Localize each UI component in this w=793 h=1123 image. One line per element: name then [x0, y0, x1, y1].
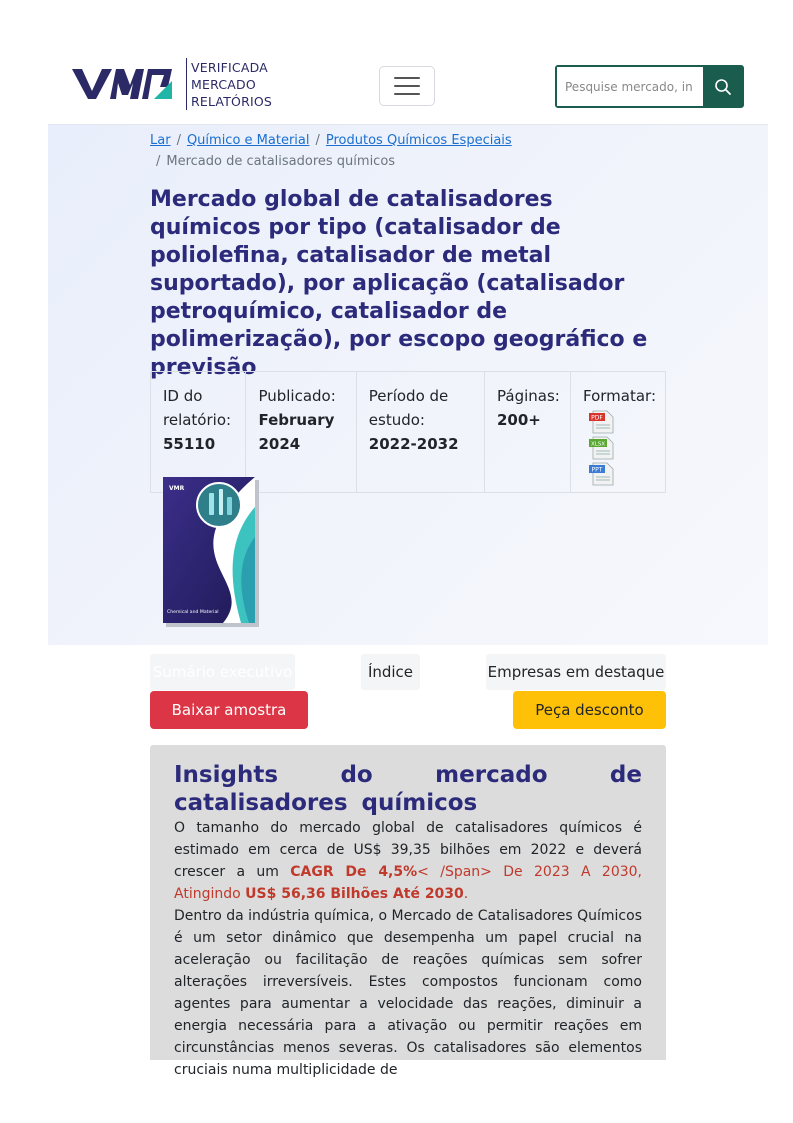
insights-title: Insights do mercado de catalisadores químicos [174, 762, 642, 816]
format-icon-list [583, 410, 653, 486]
study-period-label: Período de estudo: [368, 387, 449, 429]
download-sample-button[interactable]: Baixar amostra [150, 691, 308, 729]
breadcrumb-current: Mercado de catalisadores químicos [166, 154, 396, 169]
vmr-logo-icon [72, 67, 174, 101]
study-period-value: 2022-2032 [368, 435, 459, 453]
breadcrumb-separator: / [156, 154, 161, 169]
tab-executive-summary[interactable]: Sumário executivo [150, 654, 295, 690]
ppt-icon-text: PPT [591, 466, 603, 474]
breadcrumb-link-specialty[interactable]: Produtos Químicos Especiais [325, 133, 512, 148]
report-info-table [150, 371, 666, 493]
tab-featured-companies[interactable]: Empresas em destaque [486, 654, 666, 690]
page-title: Mercado global de catalisadores químicos por tipo (catalisador de poliolefina, catalisador de metal suportado), por aplicação (catalisador petroquímico, catalisador de polimerização), por escopo geográfico e previsão [150, 187, 648, 380]
insights-paragraph-1 [174, 817, 642, 905]
published-cell [246, 372, 356, 492]
xlsx-icon-text: XLSX [590, 441, 606, 448]
breadcrumb-separator: / [315, 133, 320, 148]
cagr-highlight: CAGR De 4,5% [290, 864, 418, 880]
pages-cell [485, 372, 571, 492]
hamburger-icon-bar-1 [394, 77, 420, 79]
pdf-icon-text: PDF [591, 414, 603, 422]
xlsx-file-icon[interactable] [589, 436, 615, 460]
report-id-label: ID do relatório: [163, 387, 232, 429]
search-icon [714, 78, 732, 96]
menu-toggle-button[interactable] [379, 66, 435, 106]
market-value-highlight: US$ 56,36 Bilhões Até 2030 [245, 886, 464, 902]
report-id-value: 55110 [163, 435, 216, 453]
study-period-cell [357, 372, 485, 492]
market-insights-box [150, 745, 666, 1078]
logo-divider [186, 58, 187, 110]
insights-p1-start: O tamanho do mercado global de catalisadores químicos é estimado em cerca de US$ 39,35 bilhões em 2022 e deverá crescer a um [174, 820, 642, 880]
report-cover-image [163, 477, 259, 627]
search-form [555, 65, 744, 108]
cover-logo-text: VMR [169, 485, 185, 492]
pdf-file-icon[interactable] [589, 410, 615, 434]
logo-line-2: MERCADO [191, 76, 256, 92]
pages-value: 200+ [497, 411, 541, 429]
logo-wordmark [191, 59, 272, 110]
format-cell [571, 372, 665, 492]
logo-line-1: VERIFICADA [191, 59, 268, 75]
search-button[interactable] [703, 67, 742, 106]
breadcrumb-link-chemical[interactable]: Químico e Material [186, 133, 310, 148]
search-input[interactable] [557, 67, 703, 106]
pages-label: Páginas: [497, 387, 560, 405]
published-label: Publicado: [258, 387, 336, 405]
hamburger-icon-bar-2 [394, 85, 420, 87]
breadcrumb-link-home[interactable]: Lar [150, 133, 171, 148]
insights-paragraph-2: Dentro da indústria química, o Mercado de Catalisadores Químicos é um setor dinâmico que desempenha um papel crucial na aceleração ou facilitação de reações químicas sem sofrer alterações irreversíveis. Estes compostos funcionam como agentes para aumentar a velocidade das reações, diminuir a energia necessária para a ativação ou permitir reações em circunstâncias menos severas. Os catalisadores são elementos cruciais numa multiplicidade de [174, 908, 642, 1078]
insights-p1-end: . [463, 886, 469, 902]
insights-p1-mid: < /Span> De 2023 A 2030, Atingindo [174, 864, 642, 902]
logo-line-3: RELATÓRIOS [191, 93, 273, 109]
breadcrumb-separator: / [176, 133, 181, 148]
hamburger-icon-bar-3 [394, 93, 420, 95]
report-id-cell [151, 372, 246, 492]
breadcrumb [150, 130, 670, 172]
site-logo[interactable] [72, 58, 272, 110]
format-label: Formatar: [583, 387, 657, 405]
request-discount-button[interactable]: Peça desconto [513, 691, 666, 729]
published-value: February 2024 [258, 411, 335, 453]
cover-caption: Chemical and Material [167, 610, 219, 615]
tab-index[interactable]: Índice [361, 654, 420, 690]
ppt-file-icon[interactable] [589, 462, 615, 486]
site-header [0, 0, 793, 125]
